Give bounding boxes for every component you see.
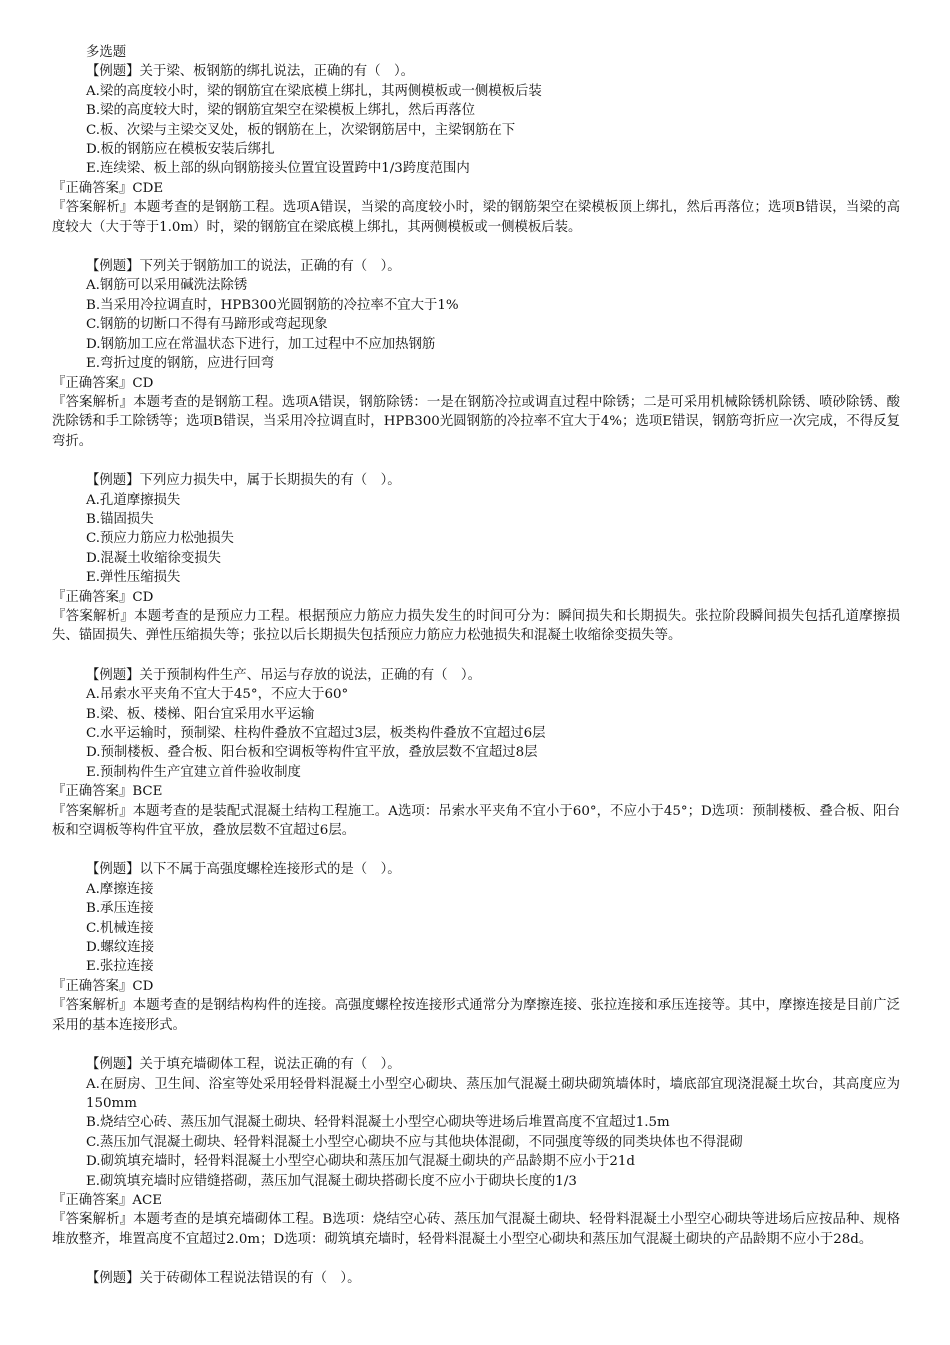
question-stem: 【例题】关于梁、板钢筋的绑扎说法，正确的有（ ）。 xyxy=(86,64,415,80)
option-a: A.孔道摩擦损失 xyxy=(86,492,181,508)
document-body xyxy=(52,43,900,1289)
correct-answer: 『正确答案』CDE xyxy=(52,180,164,196)
option-e: E.张拉连接 xyxy=(86,959,154,975)
answer-analysis: 『答案解析』本题考查的是钢筋工程。选项A错误，当梁的高度较小时，梁的钢筋架空在梁模板顶上绑扎，然后再落位；选项B错误，当梁的高度较大（大于等于1.0m）时，梁的钢筋宜在梁底模上绑扎，其两侧模板或一侧模板后装。 xyxy=(52,200,900,235)
correct-answer: 『正确答案』BCE xyxy=(52,784,163,800)
question-block xyxy=(52,1269,900,1288)
option-d: D.板的钢筋应在模板安装后绑扎 xyxy=(86,142,275,158)
option-c: C.预应力筋应力松弛损失 xyxy=(86,531,234,547)
option-c: C.蒸压加气混凝土砌块、轻骨料混凝土小型空心砌块不应与其他块体混砌，不同强度等级的同类块体也不得混砌 xyxy=(86,1134,743,1150)
option-d: D.混凝土收缩徐变损失 xyxy=(86,550,222,566)
question-stem: 【例题】下列应力损失中，属于长期损失的有（ ）。 xyxy=(86,473,401,489)
question-block xyxy=(52,62,900,237)
section-title: 多选题 xyxy=(86,45,127,60)
correct-answer: 『正确答案』CD xyxy=(52,978,154,994)
option-e: E.连续梁、板上部的纵向钢筋接头位置宜设置跨中1/3跨度范围内 xyxy=(86,161,470,177)
option-a: A.吊索水平夹角不宜大于45°，不应大于60° xyxy=(86,687,349,703)
option-b: B.承压连接 xyxy=(86,901,154,917)
correct-answer: 『正确答案』ACE xyxy=(52,1192,163,1208)
option-c: C.板、次梁与主梁交叉处，板的钢筋在上，次梁钢筋居中，主梁钢筋在下 xyxy=(86,122,516,138)
question-stem: 【例题】关于填充墙砌体工程，说法正确的有（ ）。 xyxy=(86,1057,401,1073)
option-e: E.砌筑填充墙时应错缝搭砌，蒸压加气混凝土砌块搭砌长度不应小于砌块长度的1/3 xyxy=(86,1173,577,1189)
question-block xyxy=(52,257,900,451)
option-c: C.钢筋的切断口不得有马蹄形或弯起现象 xyxy=(86,317,328,333)
option-e: E.弯折过度的钢筋，应进行回弯 xyxy=(86,356,275,372)
option-b: B.梁、板、楼梯、阳台宜采用水平运输 xyxy=(86,706,315,722)
option-d: D.螺纹连接 xyxy=(86,940,155,956)
option-a: A.在厨房、卫生间、浴室等处采用轻骨料混凝土小型空心砌块、蒸压加气混凝土砌块砌筑墙体时，墙底部宜现浇混凝土坎台，其高度应为150mm xyxy=(86,1076,900,1111)
option-b: B.当采用冷拉调直时，HPB300光圆钢筋的冷拉率不宜大于1% xyxy=(86,297,459,313)
question-stem: 【例题】以下不属于高强度螺栓连接形式的是（ ）。 xyxy=(86,862,401,878)
option-a: A.摩擦连接 xyxy=(86,881,154,897)
answer-analysis: 『答案解析』本题考查的是钢筋工程。选项A错误，钢筋除锈：一是在钢筋冷拉或调直过程中除锈；二是可采用机械除锈机除锈、喷砂除锈、酸洗除锈和手工除锈等；选项B错误，当采用冷拉调直时，HPB300光圆钢筋的冷拉率不宜大于4%；选项E错误，钢筋弯折应一次完成，不得反复弯折。 xyxy=(52,394,900,449)
option-c: C.机械连接 xyxy=(86,920,154,936)
option-d: D.预制楼板、叠合板、阳台板和空调板等构件宜平放，叠放层数不宜超过8层 xyxy=(86,745,538,761)
answer-analysis: 『答案解析』本题考查的是预应力工程。根据预应力筋应力损失发生的时间可分为：瞬间损失和长期损失。张拉阶段瞬间损失包括孔道摩擦损失、锚固损失、弹性压缩损失等；张拉以后长期损失包括预应力筋应力松弛损失和混凝土收缩徐变损失等。 xyxy=(52,608,900,644)
option-a: A.钢筋可以采用碱洗法除锈 xyxy=(86,278,248,294)
correct-answer: 『正确答案』CD xyxy=(52,375,154,391)
answer-analysis: 『答案解析』本题考查的是装配式混凝土结构工程施工。A选项：吊索水平夹角不宜小于60°，不应小于45°；D选项：预制楼板、叠合板、阳台板和空调板等构件宜平放，叠放层数不宜超过6层。 xyxy=(52,803,900,839)
option-a: A.梁的高度较小时，梁的钢筋宜在梁底模上绑扎，其两侧模板或一侧模板后装 xyxy=(86,83,542,99)
question-block xyxy=(52,666,900,841)
option-c: C.水平运输时，预制梁、柱构件叠放不宜超过3层，板类构件叠放不宜超过6层 xyxy=(86,726,546,741)
option-b: B.梁的高度较大时，梁的钢筋宜架空在梁模板上绑扎，然后再落位 xyxy=(86,103,476,119)
answer-analysis: 『答案解析』本题考查的是填充墙砌体工程。B选项：烧结空心砖、蒸压加气混凝土砌块、轻骨料混凝土小型空心砌块等进场后应按品种、规格堆放整齐，堆置高度不宜超过2.0m；D选项：砌筑填充墙时，轻骨料混凝土小型空心砌块和蒸压加气混凝土砌块的产品龄期不应小于28d。 xyxy=(52,1212,900,1247)
question-stem: 【例题】下列关于钢筋加工的说法，正确的有（ ）。 xyxy=(86,259,401,275)
answer-analysis: 『答案解析』本题考查的是钢结构构件的连接。高强度螺栓按连接形式通常分为摩擦连接、张拉连接和承压连接等。其中，摩擦连接是目前广泛采用的基本连接形式。 xyxy=(52,998,900,1033)
question-stem: 【例题】关于预制构件生产、吊运与存放的说法，正确的有（ ）。 xyxy=(86,667,482,683)
option-b: B.烧结空心砖、蒸压加气混凝土砌块、轻骨料混凝土小型空心砌块等进场后堆置高度不宜超过1.5m xyxy=(86,1115,670,1131)
question-block xyxy=(52,860,900,1035)
question-block xyxy=(52,471,900,646)
option-d: D.砌筑填充墙时，轻骨料混凝土小型空心砌块和蒸压加气混凝土砌块的产品龄期不应小于21d xyxy=(86,1154,635,1170)
option-b: B.锚固损失 xyxy=(86,511,154,527)
option-d: D.钢筋加工应在常温状态下进行，加工过程中不应加热钢筋 xyxy=(86,336,436,352)
option-e: E.弹性压缩损失 xyxy=(86,570,181,586)
option-e: E.预制构件生产宜建立首件验收制度 xyxy=(86,764,301,780)
question-block xyxy=(52,1055,900,1249)
correct-answer: 『正确答案』CD xyxy=(52,589,154,605)
question-stem: 【例题】关于砖砌体工程说法错误的有（ ）。 xyxy=(86,1271,361,1287)
